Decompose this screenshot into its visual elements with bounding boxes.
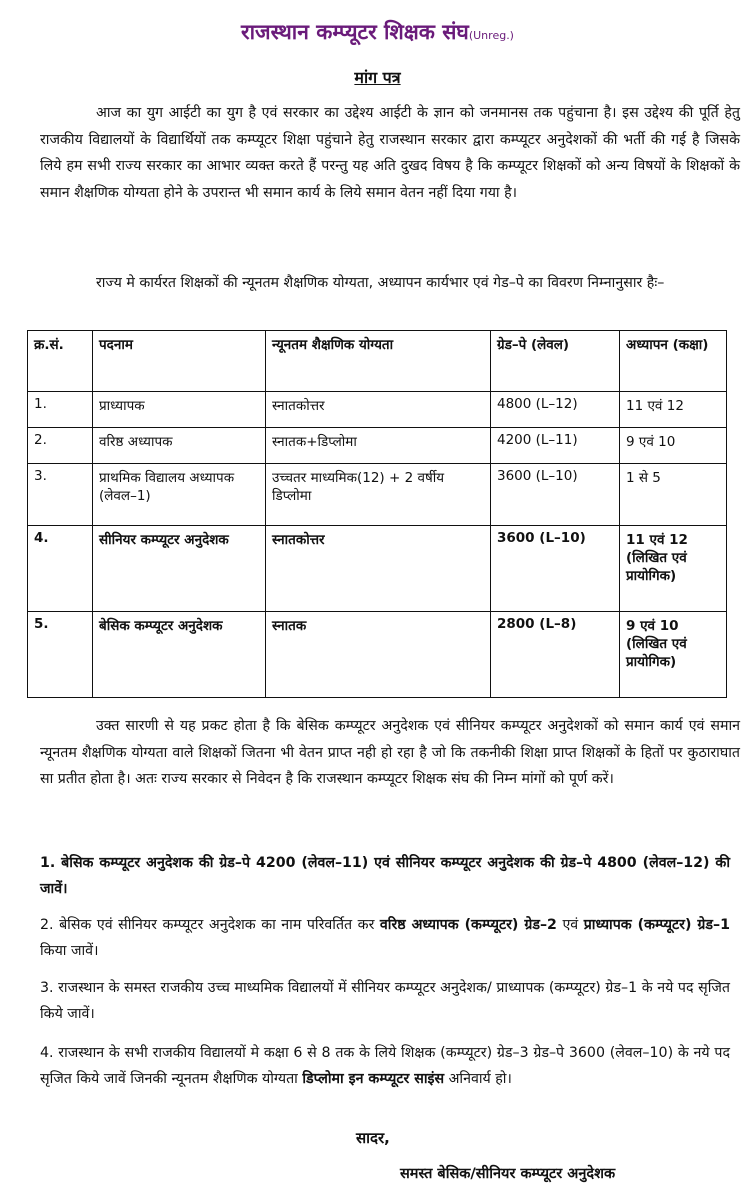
intro-paragraph-2: राज्य मे कार्यरत शिक्षकों की न्यूनतम शैक्षणिक योग्यता, अध्यापन कार्यभार एवं गेड–पे का विवरण निम्नानुसार हैः– xyxy=(96,275,665,291)
cell-serial: 5. xyxy=(28,612,93,698)
cell-teaching-class: 9 एवं 10 xyxy=(620,428,727,464)
cell-teaching-class: 9 एवं 10 (लिखित एवं प्रायोगिक) xyxy=(620,612,727,698)
col-header-grade-pay: ग्रेड–पे (लेवल) xyxy=(491,331,620,392)
cell-post: वरिष्ठ अध्यापक xyxy=(93,428,266,464)
cell-post: सीनियर कम्प्यूटर अनुदेशक xyxy=(93,526,266,612)
pay-grade-table xyxy=(27,330,727,698)
cell-post: बेसिक कम्प्यूटर अनुदेशक xyxy=(93,612,266,698)
document-subject: मांग पत्र xyxy=(354,68,401,87)
col-header-qualification: न्यूनतम शैक्षणिक योग्यता xyxy=(266,331,491,392)
demand-4: 4. राजस्थान के सभी राजकीय विद्यालयों मे कक्षा 6 से 8 तक के लिये शिक्षक (कम्प्यूटर) ग्रेड–3 ग्रेड–पे 3600 (लेवल–10) के नये पद सृजित किये जावें जिनकी न्यूनतम शैक्षणिक योग्यता डिप्लोमा इन कम्प्यूटर साइंस अनिवार्य हो। xyxy=(40,1045,730,1087)
intro-paragraph-1: आज का युग आईटी का युग है एवं सरकार का उद्देश्य आईटी के ज्ञान को जनमानस तक पहुंचाना है। इस उद्देश्य की पूर्ति हेतु राजकीय विद्यालयों के विद्यार्थियों तक कम्प्यूटर शिक्षा पहुंचाने हेतु राजस्थान सरकार द्वारा कम्प्यूटर अनुदेशकों की भर्ती की गई है जिसके लिये हम सभी राज्य सरकार का आभार व्यक्त करते हैं परन्तु यह अति दुखद विषय है कि कम्प्यूटर शिक्षकों को अन्य विषयों के शिक्षकों के समान शैक्षणिक योग्यता होने के उपरान्त भी समान कार्य के लिये समान वेतन नहीं दिया गया है। xyxy=(40,105,740,201)
cell-qualification: स्नातकोत्तर xyxy=(266,392,491,428)
salutation: सादर, xyxy=(356,1129,390,1147)
col-header-post: पदनाम xyxy=(93,331,266,392)
cell-serial: 4. xyxy=(28,526,93,612)
signature: समस्त बेसिक/सीनियर कम्प्यूटर अनुदेशक xyxy=(400,1166,616,1182)
col-header-teaching-class: अध्यापन (कक्षा) xyxy=(620,331,727,392)
cell-grade-pay: 3600 (L–10) xyxy=(491,464,620,526)
table-row xyxy=(28,428,727,464)
cell-post: प्राध्यापक xyxy=(93,392,266,428)
table-row xyxy=(28,392,727,428)
cell-teaching-class: 1 से 5 xyxy=(620,464,727,526)
cell-qualification: स्नातक+डिप्लोमा xyxy=(266,428,491,464)
cell-qualification: स्नातकोत्तर xyxy=(266,526,491,612)
cell-serial: 3. xyxy=(28,464,93,526)
demand-1: 1. बेसिक कम्प्यूटर अनुदेशक की ग्रेड–पे 4200 (लेवल–11) एवं सीनियर कम्प्यूटर अनुदेशक की ग्रेड–पे 4800 (लेवल–12) की जावें। xyxy=(40,855,730,897)
cell-serial: 2. xyxy=(28,428,93,464)
cell-post: प्राथमिक विद्यालय अध्यापक (लेवल–1) xyxy=(93,464,266,526)
cell-qualification: उच्चतर माध्यमिक(12) + 2 वर्षीय डिप्लोमा xyxy=(266,464,491,526)
cell-grade-pay: 2800 (L–8) xyxy=(491,612,620,698)
cell-teaching-class: 11 एवं 12 (लिखित एवं प्रायोगिक) xyxy=(620,526,727,612)
cell-grade-pay: 4800 (L–12) xyxy=(491,392,620,428)
demand-3: 3. राजस्थान के समस्त राजकीय उच्च माध्यमिक विद्यालयों में सीनियर कम्प्यूटर अनुदेशक/ प्राध्यापक (कम्प्यूटर) ग्रेड–1 के नये पद सृजित किये जावें। xyxy=(40,980,730,1022)
table-row xyxy=(28,526,727,612)
conclusion-paragraph: उक्त सारणी से यह प्रकट होता है कि बेसिक कम्प्यूटर अनुदेशक एवं सीनियर कम्प्यूटर अनुदेशकों को समान कार्य एवं समान न्यूनतम शैक्षणिक योग्यता वाले शिक्षकों जितना भी वेतन प्राप्त नही हो रहा है जो कि तकनीकी शिक्षा प्राप्त शिक्षकों के हितों पर कुठाराघात सा प्रतीत होता है। अतः राज्य सरकार से निवेदन है कि राजस्थान कम्प्यूटर शिक्षक संघ की निम्न मांगों को पूर्ण करें। xyxy=(40,718,740,787)
table-header-row xyxy=(28,331,727,392)
organization-title: राजस्थान कम्प्यूटर शिक्षक संघ(Unreg.) xyxy=(241,20,514,44)
cell-teaching-class: 11 एवं 12 xyxy=(620,392,727,428)
cell-serial: 1. xyxy=(28,392,93,428)
col-header-serial: क्र.सं. xyxy=(28,331,93,392)
demand-2: 2. बेसिक एवं सीनियर कम्प्यूटर अनुदेशक का नाम परिवर्तित कर वरिष्ठ अध्यापक (कम्प्यूटर) ग्रेड–2 एवं प्राध्यापक (कम्प्यूटर) ग्रेड–1 किया जावें। xyxy=(40,917,730,959)
cell-qualification: स्नातक xyxy=(266,612,491,698)
cell-grade-pay: 4200 (L–11) xyxy=(491,428,620,464)
table-row xyxy=(28,464,727,526)
table-row xyxy=(28,612,727,698)
cell-grade-pay: 3600 (L–10) xyxy=(491,526,620,612)
